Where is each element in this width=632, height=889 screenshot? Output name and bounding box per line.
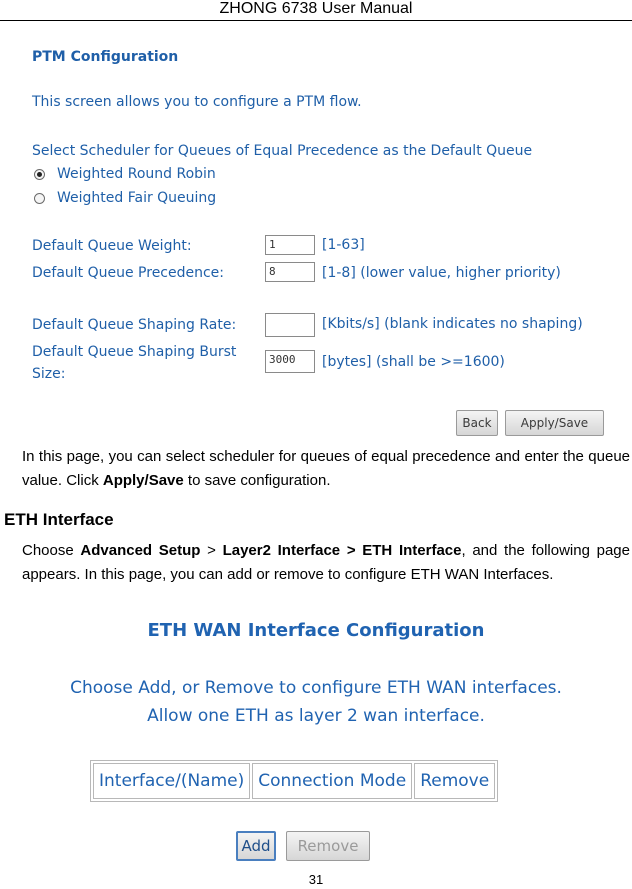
default-queue-precedence-input[interactable]: 8 [265,262,315,282]
default-queue-shaping-rate-label: Default Queue Shaping Rate: [32,317,237,333]
default-queue-shaping-burst-hint: [bytes] (shall be >=1600) [322,354,505,370]
default-queue-shaping-burst-input[interactable]: 3000 [265,350,315,373]
paragraph-eth-description: Choose Advanced Setup > Layer2 Interface > ETH Interface, and the following page appears. In this page, you can add or remove to configure ETH WAN Interfaces. [22,542,630,583]
default-queue-precedence-hint: [1-8] (lower value, higher priority) [322,265,561,281]
radio-checked-icon[interactable] [34,169,45,180]
page-header: ZHONG 6738 User Manual [0,0,632,21]
eth-intro-line1: Choose Add, or Remove to configure ETH WAN interfaces. [70,678,562,698]
remove-button[interactable]: Remove [286,831,370,861]
radio-weighted-fair-queuing[interactable] [34,190,216,206]
paragraph-ptm-description: In this page, you can select scheduler for queues of equal precedence and enter the queue value. Click Apply/Save to save configuration. [22,448,630,489]
column-connection-mode: Connection Mode [252,763,412,799]
advanced-setup-emphasis: Advanced Setup [80,542,201,559]
radio-label: Weighted Fair Queuing [57,190,217,206]
section-heading: ETH Interface [4,510,114,529]
back-button[interactable]: Back [456,410,498,436]
radio-label: Weighted Round Robin [57,166,216,182]
table-header-row [93,763,495,799]
default-queue-shaping-rate-input[interactable] [265,313,315,337]
column-interface-name: Interface/(Name) [93,763,250,799]
add-button[interactable]: Add [236,831,276,861]
default-queue-shaping-burst-label: Default Queue Shaping Burst Size: [32,344,237,382]
default-queue-precedence-label: Default Queue Precedence: [32,265,225,281]
column-remove: Remove [414,763,495,799]
page-number: 31 [308,872,324,887]
radio-unchecked-icon[interactable] [34,193,45,204]
ptm-intro: This screen allows you to configure a PTM flow. [32,94,362,110]
default-queue-weight-hint: [1-63] [322,237,365,253]
ptm-title: PTM Configuration [32,49,179,65]
eth-intro-line2: Allow one ETH as layer 2 wan interface. [147,706,485,726]
eth-title: ETH WAN Interface Configuration [147,620,485,641]
apply-save-button[interactable]: Apply/Save [505,410,604,436]
scheduler-label: Select Scheduler for Queues of Equal Precedence as the Default Queue [32,143,533,159]
menu-path-emphasis: Layer2 Interface > ETH Interface [222,542,462,559]
default-queue-weight-input[interactable]: 1 [265,235,315,255]
eth-interface-table [90,760,498,802]
default-queue-shaping-rate-hint: [Kbits/s] (blank indicates no shaping) [322,316,583,332]
default-queue-weight-label: Default Queue Weight: [32,238,192,254]
radio-weighted-round-robin[interactable] [34,166,216,182]
apply-save-emphasis: Apply/Save [102,472,184,489]
